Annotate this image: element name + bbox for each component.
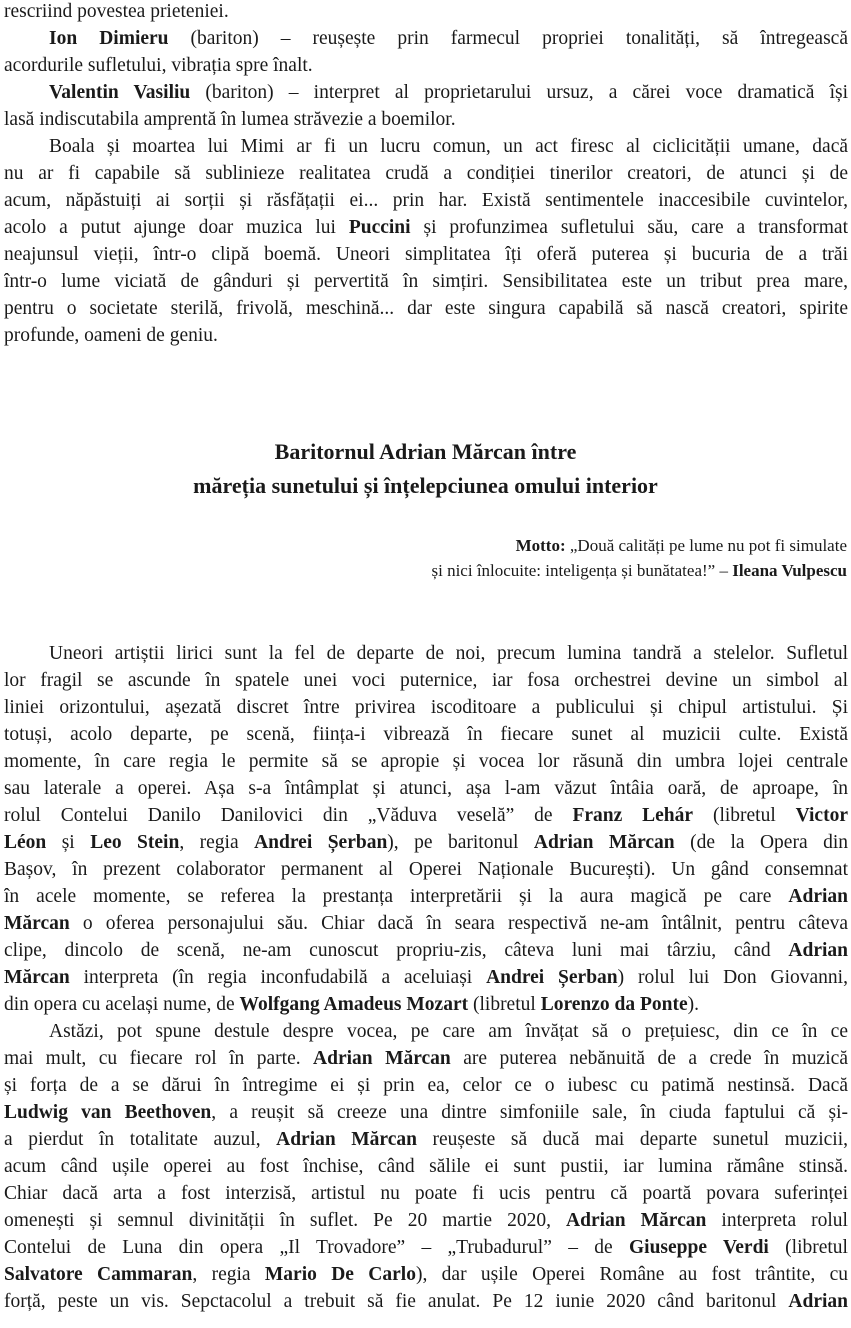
text-line: și forța de a se dărui în întregime ei și prin ea, celor ce o iubesc cu patimă nestinsă. Dacă: [4, 1075, 848, 1096]
motto-author: Ileana Vulpescu: [732, 561, 847, 580]
text-line: Valentin Vasiliu (bariton) – interpret al proprietarului ursuz, a cărei voce dramatică își: [49, 82, 848, 103]
text-line: acum, năpăstuiți ai sorții și răsfățații ei... prin har. Există sentimentele inaccesibile cuvintelor,: [4, 190, 848, 211]
text-line: momente, în care regia le permite să se apropie și vocea lor răsună din umbra lojei centrale: [4, 751, 848, 772]
text-line: Ion Dimieru (bariton) – reușește prin farmecul propriei tonalități, să întregească: [49, 28, 848, 49]
text-line: Ludwig van Beethoven, a reușit să creeze una dintre simfoniile sale, în ciuda faptului că și-: [4, 1102, 848, 1123]
text-line: lasă indiscutabila amprentă în lumea străvezie a boemilor.: [4, 109, 456, 130]
article-title-line-1: Baritornul Adrian Mărcan între: [274, 439, 577, 464]
motto-line-2: și nici înlocuite: inteligența și bunătatea!” – Ileana Vulpescu: [431, 561, 847, 580]
text-line: într-o lume viciată de gânduri și pervertită în simțiri. Sensibilitatea este un tribut prea mare,: [4, 271, 848, 292]
text-line: omenești și semnul divinității în suflet. Pe 20 martie 2020, Adrian Mărcan interpreta rolul: [4, 1210, 848, 1231]
singer-name: Ion Dimieru: [49, 28, 169, 49]
text-line: Contelui de Luna din opera „Il Trovadore” – „Trubadurul” – de Giuseppe Verdi (libretul: [4, 1237, 848, 1258]
text-line: a pierdut în totalitate auzul, Adrian Mărcan reușeste să ducă mai departe sunetul muzicii,: [4, 1129, 848, 1150]
article-title-line-2: măreția sunetului și înțelepciunea omului interior: [193, 473, 658, 498]
composer-name: Puccini: [348, 217, 411, 238]
text-line: acum când ușile operei au fost închise, când sălile ei sunt pustii, iar lumina rămâne stinsă.: [4, 1156, 848, 1177]
text-line: profunde, oameni de geniu.: [4, 325, 218, 346]
text-line: rolul Contelui Danilo Danilovici din „Văduva veselă” de Franz Lehár (libretul Victor: [4, 805, 848, 826]
text-line: Léon și Leo Stein, regia Andrei Șerban), pe baritonul Adrian Mărcan (de la Opera din: [4, 832, 848, 853]
text-line: acordurile sufletului, vibrația spre înalt.: [4, 55, 313, 76]
text-line: Uneori artiștii lirici sunt la fel de departe de noi, precum lumina tandră a stelelor. Sufletul: [49, 643, 848, 664]
text-line: pentru o societate sterilă, frivolă, meschină... dar este singura capabilă să nască creatori, spirite: [4, 298, 848, 319]
text-line: clipe, dincolo de scenă, ne-am cunoscut propriu-zis, câteva luni mai târziu, când Adrian: [4, 940, 848, 961]
motto-label: Motto:: [515, 536, 566, 555]
text-line: sau laterale a operei. Așa s-a întâmplat și atunci, așa l-am văzut întâia oară, de aproape, în: [4, 778, 848, 799]
text-line: nu ar fi capabile să sublinieze realitatea crudă a condiției tinerilor creatori, de atunci și de: [4, 163, 848, 184]
text-line: liniei orizontului, așezată discret între privirea iscoditoare a publicului și chipul artistului. Și: [4, 697, 848, 718]
text-line: Salvatore Cammaran, regia Mario De Carlo), dar ușile Operei Române au fost trântite, cu: [4, 1264, 848, 1285]
text-line: Mărcan o oferea personajului său. Chiar dacă în seara respectivă ne-am întâlnit, pentru câteva: [4, 913, 848, 934]
text-line: Mărcan interpreta (în regia inconfudabilă a aceluiași Andrei Șerban) rolul lui Don Giovanni,: [4, 967, 848, 988]
text-line: Astăzi, pot spune destule despre vocea, pe care am învățat să o prețuiesc, din ce în ce: [49, 1021, 848, 1042]
text-line: din opera cu același nume, de Wolfgang Amadeus Mozart (libretul Lorenzo da Ponte).: [4, 994, 700, 1015]
text-line: mai mult, cu fiecare rol în parte. Adrian Mărcan are puterea nebănuită de a crede în muzică: [4, 1048, 848, 1069]
text-line: Bașov, în prezent colaborator permanent al Operei Naționale București). Un gând consemnat: [4, 859, 848, 880]
text-line: forță, peste un vis. Sepctacolul a trebuit să fie anulat. Pe 12 iunie 2020 când baritonul Adrian: [4, 1291, 848, 1312]
text-line: Chiar dacă arta a fost interzisă, artistul nu poate fi ucis pentru că poartă povara suferinței: [4, 1183, 848, 1204]
text-line: rescriind povestea prieteniei.: [4, 1, 229, 22]
text-line: neajunsul vieții, într-o clipă boemă. Uneori simplitatea îți oferă puterea și bucuria de a trăi: [4, 244, 848, 265]
text-line: lor fragil se ascunde în spatele unei voci puternice, iar fosa orchestrei devine un simbol al: [4, 670, 848, 691]
text-line: acolo a putut ajunge doar muzica lui Puccini și profunzimea sufletului său, care a transformat: [4, 217, 848, 238]
text-line: în acele momente, se referea la prestanța interpretării și la aura magică pe care Adrian: [4, 886, 848, 907]
singer-name: Valentin Vasiliu: [49, 82, 191, 103]
text-line: Boala și moartea lui Mimi ar fi un lucru comun, un act firesc al ciclicității umane, dacă: [49, 136, 848, 157]
text-line: totuși, acolo departe, pe scenă, ființa-i vibrează în fiecare sunet al muzicii culte. Există: [4, 724, 848, 745]
motto-line-1: Motto: „Două calități pe lume nu pot fi simulate: [515, 536, 847, 555]
